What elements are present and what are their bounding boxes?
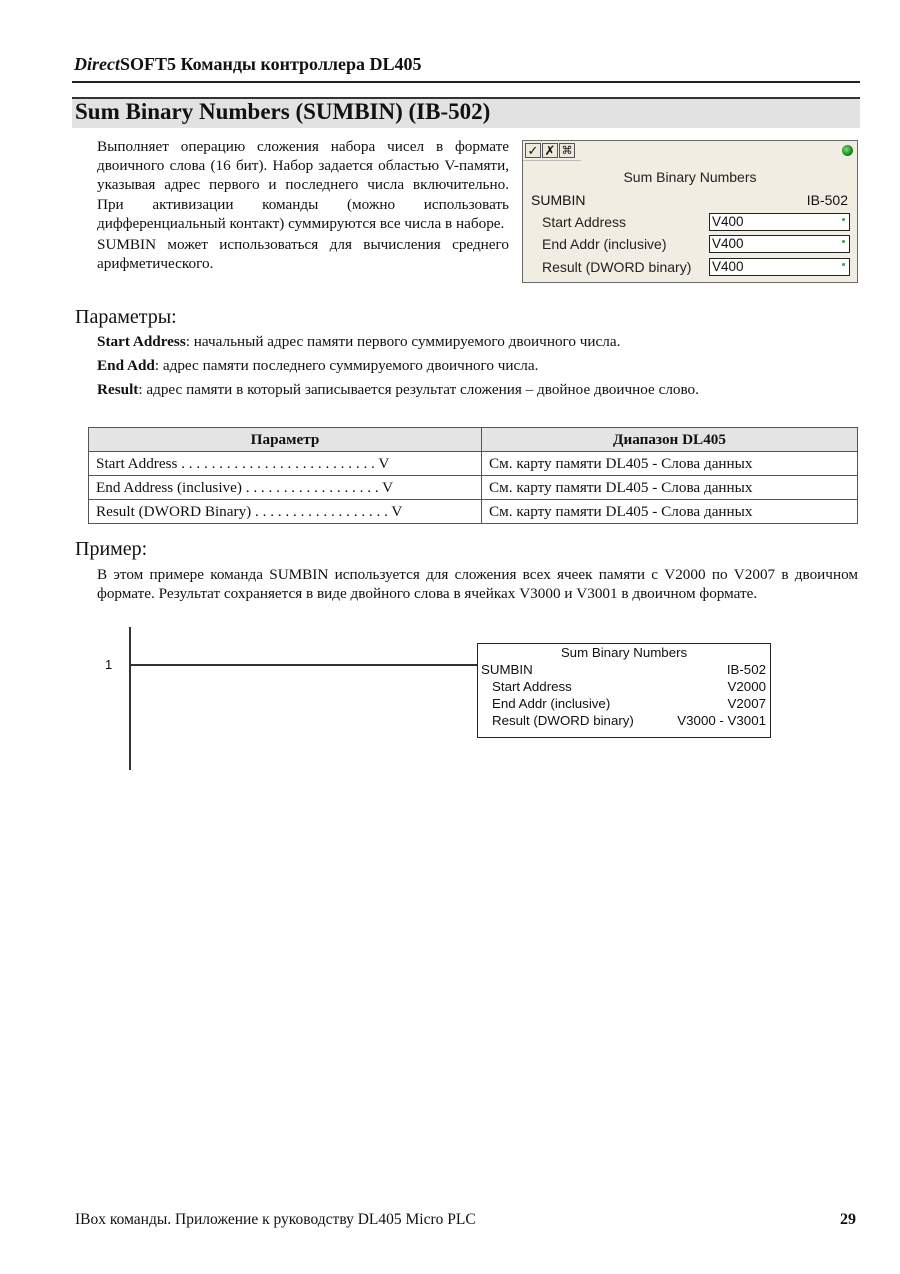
field-marker-icon xyxy=(842,218,845,221)
ibox-value: V2007 xyxy=(727,696,766,711)
field-marker-icon xyxy=(842,240,845,243)
ibox-row xyxy=(481,662,766,677)
header-text: SOFT5 Команды контроллера DL405 xyxy=(119,54,422,74)
rung-number: 1 xyxy=(105,657,113,672)
ibox-row xyxy=(481,713,766,728)
start-address-label: Start Address xyxy=(542,214,627,230)
toolbar-divider xyxy=(523,160,581,161)
parameters-heading: Параметры: xyxy=(75,306,177,328)
ibox-row xyxy=(481,696,766,711)
field-marker-icon xyxy=(842,263,845,266)
param-description: : адрес памяти в который записывается результат сложения – двойное двоичное слово. xyxy=(138,381,699,398)
column-header-range: Диапазон DL405 xyxy=(482,428,858,452)
ladder-ibox xyxy=(477,643,771,738)
table-cell-parameter: Result (DWORD Binary) . . . . . . . . . . . . . . . . . . V xyxy=(89,500,482,524)
param-description: : адрес памяти последнего суммируемого двоичного числа. xyxy=(154,357,539,374)
table-row xyxy=(89,476,858,500)
intro-text xyxy=(97,137,509,275)
running-header xyxy=(74,54,422,75)
dialog-toolbar xyxy=(525,143,576,158)
intro-paragraph: Выполняет операцию сложения набора чисел в формате двоичного слова (16 бит). Набор задается областью V-памяти, указывая адрес первого и последнего числа включительно. При активизации команды (можно использовать дифференциальный контакт) суммируются все числа в наборе. xyxy=(97,138,509,232)
table-cell-range: См. карту памяти DL405 - Слова данных xyxy=(482,476,858,500)
cancel-icon[interactable]: ✗ xyxy=(542,143,558,158)
ibox-label: Result (DWORD binary) xyxy=(492,713,634,728)
param-description: : начальный адрес памяти первого суммируемого двоичного числа. xyxy=(185,333,621,350)
help-icon[interactable]: ⌘ xyxy=(559,143,575,158)
ladder-power-rail xyxy=(129,627,131,770)
table-cell-range: См. карту памяти DL405 - Слова данных xyxy=(482,452,858,476)
ibox-value: IB-502 xyxy=(726,662,766,677)
footer-text: IBox команды. Приложение к руководству DL405 Micro PLC xyxy=(75,1211,476,1228)
field-value: V400 xyxy=(712,214,744,229)
param-term: End Add xyxy=(97,357,155,374)
dialog-code: IB-502 xyxy=(806,192,848,208)
example-text: В этом примере команда SUMBIN используется для сложения всех ячеек памяти с V2000 по V2007 в двоичном формате. Результат сохраняется в виде двойного слова в ячейках V3000 и V3001 в двоичном формате. xyxy=(97,566,858,603)
param-term: Result xyxy=(97,381,139,398)
ibox-label: End Addr (inclusive) xyxy=(492,696,611,711)
ibox-row xyxy=(481,679,766,694)
brand-italic: Direct xyxy=(74,54,120,74)
ibox-title: Sum Binary Numbers xyxy=(560,645,688,660)
start-address-field[interactable] xyxy=(709,213,850,231)
table-cell-parameter: Start Address . . . . . . . . . . . . . . . . . . . . . . . . . . V xyxy=(89,452,482,476)
table-header-row xyxy=(89,428,858,452)
example-heading: Пример: xyxy=(75,538,148,560)
dialog-title: Sum Binary Numbers xyxy=(623,169,757,185)
parameter-range-table xyxy=(88,427,858,524)
table-row xyxy=(89,452,858,476)
ibox-label: Start Address xyxy=(492,679,572,694)
ibox-value: V3000 - V3001 xyxy=(677,713,766,728)
check-icon[interactable]: ✓ xyxy=(525,143,541,158)
end-address-field[interactable] xyxy=(709,235,850,253)
page-title: Sum Binary Numbers (SUMBIN) (IB-502) xyxy=(75,99,491,124)
param-term: Start Address xyxy=(97,333,186,350)
column-header-parameter: Параметр xyxy=(89,428,482,452)
field-value: V400 xyxy=(712,236,744,251)
field-value: V400 xyxy=(712,259,744,274)
table-cell-parameter: End Address (inclusive) . . . . . . . . . . . . . . . . . . V xyxy=(89,476,482,500)
ladder-rung-wire xyxy=(131,664,478,666)
table-cell-range: См. карту памяти DL405 - Слова данных xyxy=(482,500,858,524)
end-address-label: End Addr (inclusive) xyxy=(542,236,667,252)
dialog-mnemonic: SUMBIN xyxy=(531,192,586,208)
table-row xyxy=(89,500,858,524)
param-start-address xyxy=(97,333,620,351)
param-end-address xyxy=(97,357,538,375)
ibox-dialog xyxy=(522,140,858,283)
result-label: Result (DWORD binary) xyxy=(542,259,692,275)
intro-paragraph: SUMBIN может использоваться для вычисления среднего арифметического. xyxy=(97,236,509,273)
result-field[interactable] xyxy=(709,258,850,276)
param-result xyxy=(97,381,699,399)
ibox-value: V2000 xyxy=(727,679,766,694)
header-rule xyxy=(72,81,860,83)
ibox-label: SUMBIN xyxy=(481,662,533,677)
page-number: 29 xyxy=(840,1211,856,1228)
status-led-icon xyxy=(842,145,853,156)
